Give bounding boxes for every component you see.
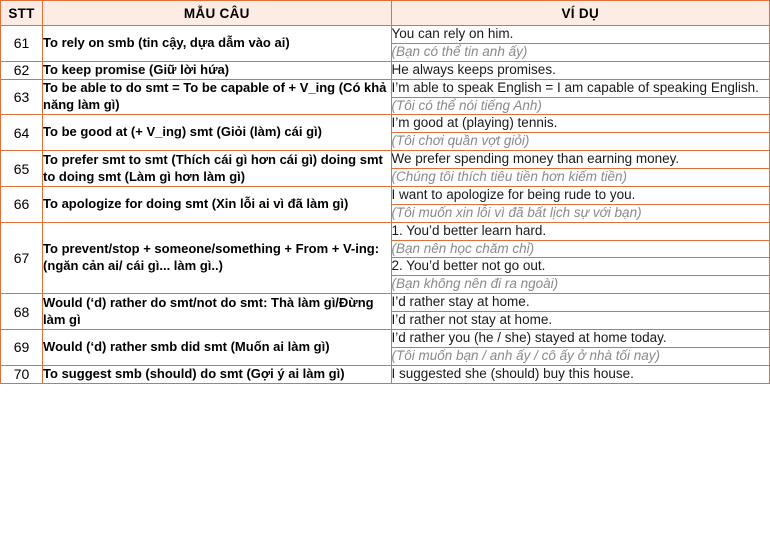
example-sentence: I’d rather stay at home. [391, 294, 770, 312]
example-sentence: 2. You’d better not go out. [391, 258, 770, 276]
example-sentence: I want to apologize for being rude to you. [391, 186, 770, 204]
row-number: 67 [1, 222, 43, 294]
example-sentence: I’m good at (playing) tennis. [391, 115, 770, 133]
example-sentence: I’m able to speak English = I am capable of speaking English. [391, 79, 770, 97]
row-number: 61 [1, 26, 43, 62]
example-sentence: You can rely on him. [391, 26, 770, 44]
column-header-pattern: MẪU CÂU [43, 1, 391, 26]
sentence-pattern: To apologize for doing smt (Xin lỗi ai vì đã làm gì) [43, 186, 391, 222]
example-sentence: I’d rather you (he / she) stayed at home today. [391, 329, 770, 347]
example-translation: (Tôi có thể nói tiếng Anh) [391, 97, 770, 115]
example-sentence: 1. You’d better learn hard. [391, 222, 770, 240]
table-row [1, 186, 770, 204]
sentence-pattern: To suggest smb (should) do smt (Gợi ý ai làm gì) [43, 365, 391, 383]
table-row [1, 61, 770, 79]
table-header [1, 1, 770, 26]
sentence-pattern: To prefer smt to smt (Thích cái gì hơn cái gì) doing smt to doing smt (Làm gì hơn làm gì) [43, 151, 391, 187]
table-row [1, 26, 770, 44]
column-header-example: VÍ DỤ [391, 1, 770, 26]
sentence-pattern: To be able to do smt = To be capable of + V_ing (Có khả năng làm gì) [43, 79, 391, 115]
table-row [1, 222, 770, 240]
sentence-pattern: To rely on smb (tin cậy, dựa dẫm vào ai) [43, 26, 391, 62]
row-number: 65 [1, 151, 43, 187]
example-translation: (Bạn không nên đi ra ngoài) [391, 276, 770, 294]
row-number: 63 [1, 79, 43, 115]
table-row [1, 329, 770, 347]
example-translation: (Tôi muốn bạn / anh ấy / cô ấy ở nhà tối nay) [391, 347, 770, 365]
table-row [1, 115, 770, 133]
row-number: 64 [1, 115, 43, 151]
row-number: 62 [1, 61, 43, 79]
table-row [1, 151, 770, 169]
example-sentence: I’d rather not stay at home. [391, 312, 770, 330]
sentence-pattern: Would (‘d) rather do smt/not do smt: Thà làm gì/Đừng làm gì [43, 294, 391, 330]
row-number: 69 [1, 329, 43, 365]
row-number: 66 [1, 186, 43, 222]
sentence-pattern: To be good at (+ V_ing) smt (Giỏi (làm) cái gì) [43, 115, 391, 151]
column-header-stt: STT [1, 1, 43, 26]
example-sentence: He always keeps promises. [391, 61, 770, 79]
row-number: 70 [1, 365, 43, 383]
example-translation: (Bạn nên học chăm chỉ) [391, 240, 770, 258]
table-row [1, 79, 770, 97]
row-number: 68 [1, 294, 43, 330]
example-translation: (Chúng tôi thích tiêu tiền hơn kiếm tiền) [391, 169, 770, 187]
table-header-row [1, 1, 770, 26]
example-translation: (Bạn có thể tin anh ấy) [391, 43, 770, 61]
table-row [1, 365, 770, 383]
example-sentence: I suggested she (should) buy this house. [391, 365, 770, 383]
example-translation: (Tôi chơi quần vợt giỏi) [391, 133, 770, 151]
table-body [1, 26, 770, 384]
example-sentence: We prefer spending money than earning money. [391, 151, 770, 169]
table-row [1, 294, 770, 312]
sentence-pattern: To prevent/stop + someone/something + From + V-ing: (ngăn cản ai/ cái gì... làm gì..) [43, 222, 391, 294]
example-translation: (Tôi muốn xin lỗi vì đã bất lịch sự với bạn) [391, 204, 770, 222]
sentence-pattern: Would (‘d) rather smb did smt (Muốn ai làm gì) [43, 329, 391, 365]
sentence-pattern: To keep promise (Giữ lời hứa) [43, 61, 391, 79]
